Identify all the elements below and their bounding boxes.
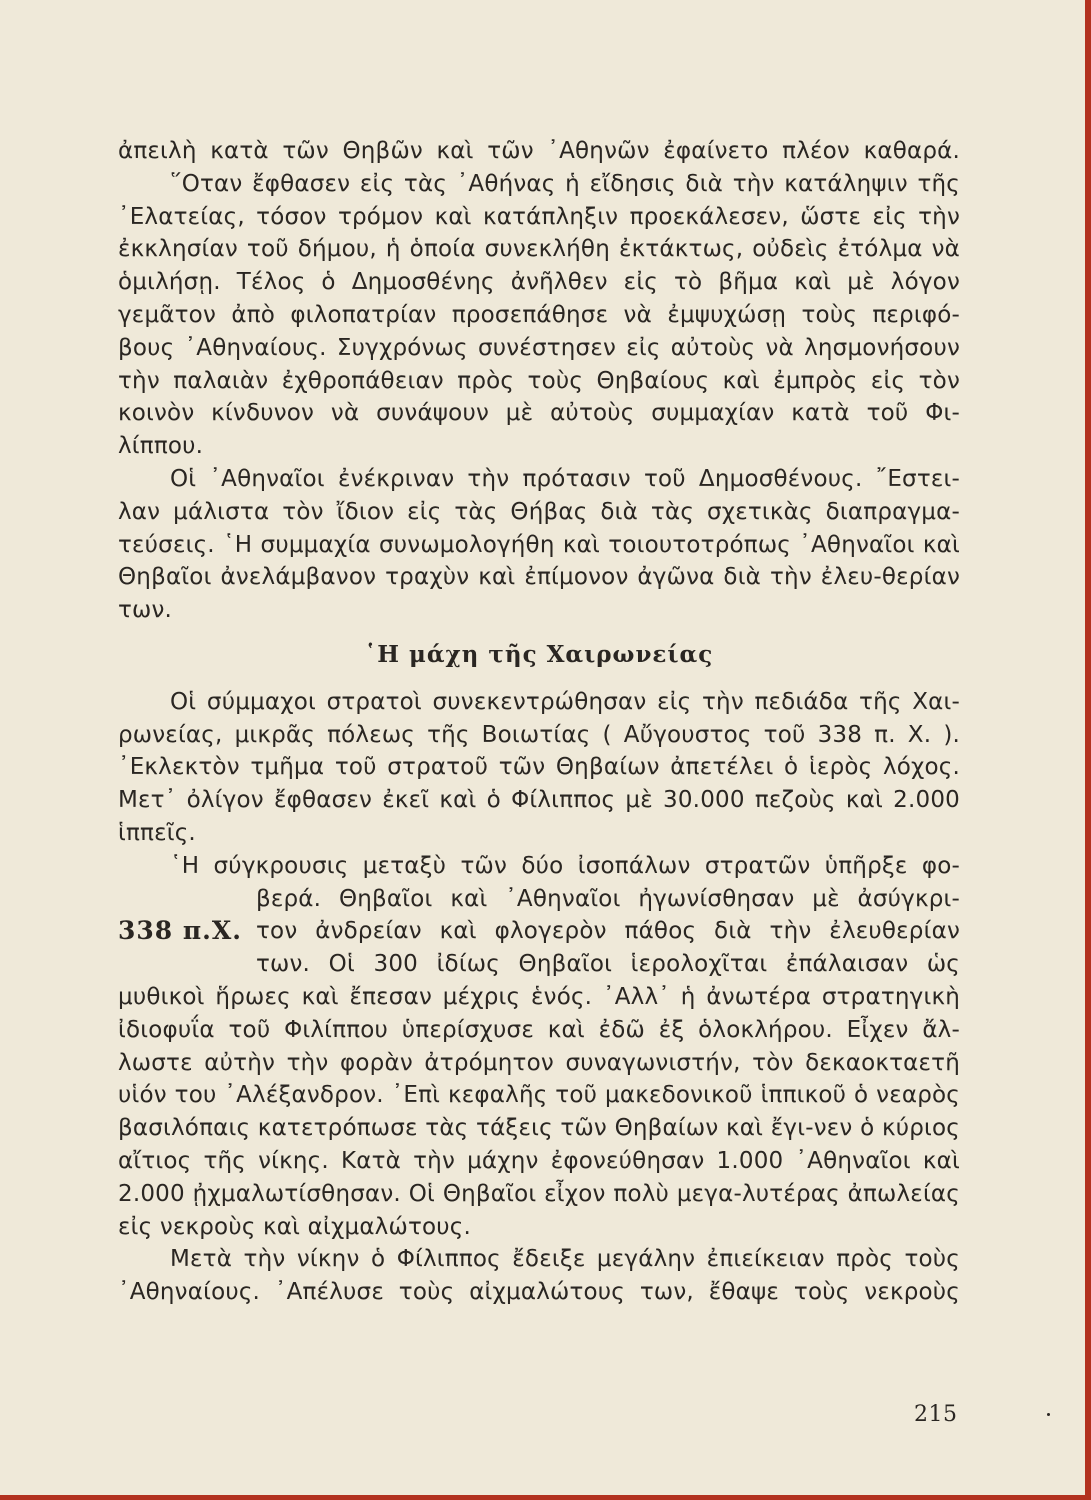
page-edge-bottom bbox=[0, 1495, 1091, 1500]
section-heading: ῾Η μάχη τῆς Χαιρωνείας bbox=[364, 640, 714, 668]
margin-dot bbox=[1047, 1413, 1050, 1416]
paragraph-2: Οἱ ᾿Αθηναῖοι ἐνέκριναν τὴν πρότασιν τοῦ Δημοσθένους. ῎Εστει-λαν μάλιστα τὸν ἴδιον εἰς τὰς Θήβας διὰ τὰς σχετικὰς διαπραγμα-τεύσεις. ῾Η συμμαχία συνωμολογήθη καὶ τοιουτοτρόπως ᾿Αθηναῖοι καὶ Θηβαῖοι ἀνελάμβανον τραχὺν καὶ ἐπίμονον ἀγῶνα διὰ τὴν ἐλευ-θερίαν των. bbox=[118, 465, 960, 624]
margin-row-1 bbox=[118, 883, 960, 916]
paragraph-4-lead: ῾Η σύγκρουσις μεταξὺ τῶν δύο ἰσοπάλων στρατῶν ὑπῆρξε φο- bbox=[170, 852, 960, 879]
paragraph-4-line: τον ἀνδρείαν καὶ φλογερὸν πάθος διὰ τὴν ἐλευθερίαν bbox=[256, 918, 960, 945]
page-edge-right bbox=[1085, 0, 1091, 1500]
page-text bbox=[118, 135, 960, 1309]
paragraph-4-line: των. Οἱ 300 ἰδίως Θηβαῖοι ἱερολοχῖται ἐπάλαισαν ὡς bbox=[256, 951, 960, 978]
margin-row-3 bbox=[118, 948, 960, 981]
page-number: 215 bbox=[914, 1402, 958, 1427]
margin-row-2 bbox=[118, 915, 960, 948]
paragraph-4-rest: μυθικοὶ ἥρωες καὶ ἔπεσαν μέχρις ἑνός. ᾿Αλλ᾿ ἡ ἀνωτέρα στρατηγικὴ ἰδιοφυΐα τοῦ Φιλίππου ὑπερίσχυσε καὶ ἐδῶ ἐξ ὁλοκλήρου. Εἶχεν ἄλ-λωστε αὐτὴν τὴν φορὰν ἀτρόμητον συναγωνιστήν, τὸν δεκαοκταετῆ υἱόν του ᾿Αλέξανδρον. ᾿Επὶ κεφαλῆς τοῦ μακεδονικοῦ ἱππικοῦ ὁ νεαρὸς βασιλόπαις κατετρόπωσε τὰς τάξεις τῶν Θηβαίων καὶ ἔγι-νεν ὁ κύριος αἴτιος τῆς νίκης. Κατὰ τὴν μάχην ἐφονεύθησαν 1.000 ᾿Αθηναῖοι καὶ 2.000 ᾐχμαλωτίσθησαν. Οἱ Θηβαῖοι εἶχον πολὺ μεγα-λυτέρας ἀπωλείας εἰς νεκροὺς καὶ αἰχμαλώτους. bbox=[118, 983, 960, 1240]
paragraph-4-line: βερά. Θηβαῖοι καὶ ᾿Αθηναῖοι ἠγωνίσθησαν μὲ ἀσύγκρι- bbox=[256, 885, 960, 912]
intro-first-line: ἀπειλὴ κατὰ τῶν Θηβῶν καὶ τῶν ᾿Αθηνῶν ἐφαίνετο πλέον καθαρά. bbox=[118, 138, 960, 164]
margin-date-note: 338 π.Χ. bbox=[118, 916, 242, 946]
paragraph-5: Μετὰ τὴν νίκην ὁ Φίλιππος ἔδειξε μεγάλην ἐπιείκειαν πρὸς τοὺς ᾿Αθηναίους. ᾿Απέλυσε τοὺς αἰχμαλώτους των, ἔθαψε τοὺς νεκροὺς bbox=[118, 1246, 960, 1306]
paragraph-3: Οἱ σύμμαχοι στρατοὶ συνεκεντρώθησαν εἰς τὴν πεδιάδα τῆς Χαι-ρωνείας, μικρᾶς πόλεως τῆς Βοιωτίας ( Αὔγουστος τοῦ 338 π. Χ. ). ᾿Εκλεκτὸν τμῆμα τοῦ στρατοῦ τῶν Θηβαίων ἀπετέλει ὁ ἱερὸς λόχος. Μετ᾿ ὀλίγον ἔφθασεν ἐκεῖ καὶ ὁ Φίλιππος μὲ 30.000 πεζοὺς καὶ 2.000 ἱππεῖς. bbox=[118, 688, 960, 846]
paragraph-1: ῞Οταν ἔφθασεν εἰς τὰς ᾿Αθήνας ἡ εἴδησις διὰ τὴν κατάληψιν τῆς ᾿Ελατείας, τόσον τρόμον καὶ κατάπληξιν προεκάλεσεν, ὥστε εἰς τὴν ἐκκλησίαν τοῦ δήμου, ἡ ὁποία συνεκλήθη ἐκτάκτως, οὐδεὶς ἐτόλμα νὰ ὁμιλήσῃ. Τέλος ὁ Δημοσθένης ἀνῆλθεν εἰς τὸ βῆμα καὶ μὲ λόγον γεμᾶτον ἀπὸ φιλοπατρίαν προσεπάθησε νὰ ἐμψυχώσῃ τοὺς περιφό-βους ᾿Αθηναίους. Συγχρόνως συνέστησεν εἰς αὐτοὺς νὰ λησμονήσουν τὴν παλαιὰν ἐχθροπάθειαν πρὸς τοὺς Θηβαίους καὶ ἐμπρὸς εἰς τὸν κοινὸν κίνδυνον νὰ συνάψουν μὲ αὐτοὺς συμμαχίαν κατὰ τοῦ Φι-λίππου. bbox=[118, 170, 960, 460]
